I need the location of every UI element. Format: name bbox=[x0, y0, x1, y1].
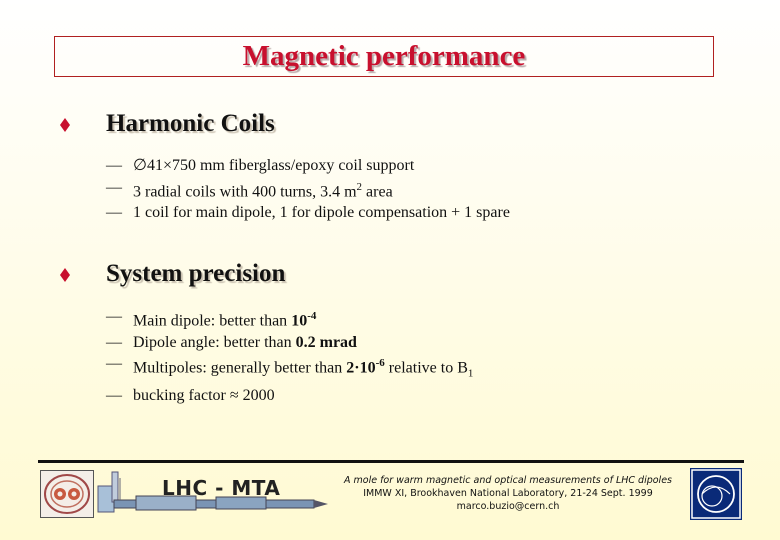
harmonic-coils-list bbox=[106, 155, 510, 224]
list-item: — ∅41×750 mm fiberglass/epoxy coil support bbox=[106, 157, 415, 174]
footer-email: marco.buzio@cern.ch bbox=[456, 501, 560, 512]
footer-divider bbox=[38, 460, 744, 463]
mole-device-drawing bbox=[96, 466, 332, 518]
list-item: — Main dipole: better than $10^{-4}$ bbox=[106, 308, 317, 330]
mta-label: LHC - MTA bbox=[162, 476, 281, 500]
diamond-bullet-icon bbox=[60, 118, 70, 132]
footer-talk-title: A mole for warm magnetic and optical measurements of LHC dipoles bbox=[344, 475, 672, 486]
list-item: — bucking factor ≈ 2000 bbox=[106, 387, 275, 405]
slide-title: Magnetic performance bbox=[242, 40, 526, 72]
section-heading-system-precision: System precision bbox=[106, 260, 286, 287]
footer-conference: IMMW XI, Brookhaven National Laboratory, 21-24 Sept. 1999 bbox=[363, 488, 653, 499]
footer-credits bbox=[338, 474, 678, 513]
title-box bbox=[54, 36, 714, 77]
cern-logo bbox=[690, 468, 742, 520]
diamond-bullet-icon bbox=[60, 268, 70, 282]
list-item: — Multipoles: generally better than $2\cdot 10^{-6}$ relative to $B_1$ bbox=[106, 355, 474, 380]
system-precision-list bbox=[106, 306, 473, 407]
list-item: — Dipole angle: better than 0.2 mrad bbox=[106, 333, 357, 351]
list-item: — 3 radial coils with 400 turns, 3.4 $m^2$ area bbox=[106, 178, 393, 200]
list-item: — 1 coil for main dipole, 1 for dipole compensation + 1 spare bbox=[106, 204, 510, 222]
section-heading-harmonic-coils: Harmonic Coils bbox=[106, 110, 275, 137]
magnet-cross-section-logo bbox=[40, 470, 94, 518]
